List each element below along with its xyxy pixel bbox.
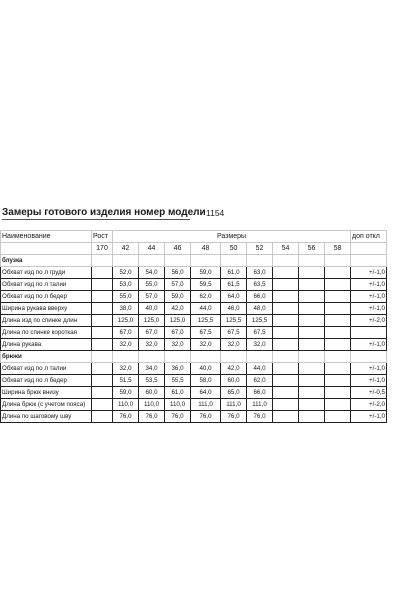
measurement-value [273,363,299,375]
measurement-value [325,411,351,423]
size-header-cell: 58 [325,243,351,255]
measurement-value [273,339,299,351]
height-cell [92,375,113,387]
measurement-value: 76,0 [139,411,165,423]
size-header-cell: 50 [221,243,247,255]
measurement-value [273,279,299,291]
column-tolerance-header: доп откл [351,231,387,243]
empty-cell [92,255,113,267]
empty-cell [221,351,247,363]
measurement-value: 63,0 [247,267,273,279]
measurement-name: Ширина рукава вверху [1,303,92,315]
empty-cell [113,255,139,267]
sizes-row [1,243,387,255]
measurement-value: 44,0 [191,303,221,315]
measurement-value: 62,0 [247,375,273,387]
measurement-value: 111,0 [247,399,273,411]
measurement-value: 40,0 [139,303,165,315]
sizes-row-tolerance-blank [351,243,387,255]
empty-cell [139,351,165,363]
measurement-value: 57,0 [139,291,165,303]
empty-cell [92,351,113,363]
size-header-cell: 44 [139,243,165,255]
measurement-value: 110,0 [165,399,191,411]
measurement-name: Обхват изд по л талии [1,363,92,375]
title-underline [2,219,190,220]
measurement-value: 76,0 [191,411,221,423]
measurement-value: 111,0 [191,399,221,411]
measurement-value: 63,5 [247,279,273,291]
measurement-value: 32,0 [113,363,139,375]
empty-cell [221,255,247,267]
measurement-value [325,279,351,291]
measurement-value: 55,5 [165,375,191,387]
measurement-name: Длина брюк (с учетом пояса) [1,399,92,411]
measurement-value: 125,0 [165,315,191,327]
model-number: 1154 [206,208,225,218]
measurement-value: 51,5 [113,375,139,387]
measurement-value: 67,5 [191,327,221,339]
section-title: брюки [1,351,92,363]
measurement-value: 42,0 [221,363,247,375]
measurement-value: 64,0 [221,291,247,303]
measurement-value: 32,0 [247,339,273,351]
measurement-name: Длина изд по спинке длин [1,315,92,327]
measurement-value: 76,0 [113,411,139,423]
measurement-value: 65,0 [221,387,247,399]
measurement-value: 110,0 [113,399,139,411]
header-row [1,231,387,243]
measurement-value: 44,0 [247,363,273,375]
measurement-value: 53,0 [113,279,139,291]
tolerance-value: +/-1,0 [351,279,387,291]
measurement-value [273,375,299,387]
measurement-value [325,327,351,339]
measurement-value: 36,0 [165,363,191,375]
measurement-value [273,267,299,279]
empty-cell [325,351,351,363]
measurement-value: 66,0 [247,291,273,303]
empty-cell [351,255,387,267]
measurement-value [299,291,325,303]
measurement-value: 60,0 [139,387,165,399]
size-header-cell: 56 [299,243,325,255]
measurement-value: 66,0 [247,387,273,399]
measurement-value [273,387,299,399]
measurement-value [273,303,299,315]
measurement-value: 125,5 [221,315,247,327]
height-cell [92,339,113,351]
height-cell [92,399,113,411]
empty-cell [273,255,299,267]
measurement-value: 62,0 [191,291,221,303]
measurement-value: 125,0 [113,315,139,327]
size-header-cell: 52 [247,243,273,255]
measurement-value: 55,0 [113,291,139,303]
measurement-value: 32,0 [221,339,247,351]
measurement-value: 111,0 [221,399,247,411]
measurement-value: 61,5 [221,279,247,291]
measurement-value [325,375,351,387]
height-cell [92,267,113,279]
measurement-value: 76,0 [247,411,273,423]
measurement-value [299,339,325,351]
measurement-value: 125,0 [139,315,165,327]
measurement-value: 57,0 [165,279,191,291]
table-row [1,291,387,303]
column-name-header: Наименование [1,231,92,243]
measurement-value [325,291,351,303]
measurements-table [0,230,387,423]
measurement-value [325,387,351,399]
height-value: 170 [92,243,113,255]
empty-cell [325,255,351,267]
section-title-row [1,255,387,267]
tolerance-value: +/-1,0 [351,291,387,303]
measurement-value [299,399,325,411]
empty-cell [191,255,221,267]
column-height-header: Рост [92,231,113,243]
height-cell [92,327,113,339]
document-title: Замеры готового изделия номер модели [2,207,206,218]
table-row [1,303,387,315]
measurement-value [325,267,351,279]
measurement-value: 61,0 [165,387,191,399]
measurement-value [299,387,325,399]
measurement-value: 67,0 [113,327,139,339]
tolerance-value: +/-1,0 [351,339,387,351]
height-cell [92,363,113,375]
measurement-value: 48,0 [247,303,273,315]
size-header-cell: 42 [113,243,139,255]
column-sizes-header: Размеры [113,231,351,243]
empty-cell [247,255,273,267]
tolerance-value: +/-2,0 [351,315,387,327]
tolerance-value: +/-1,0 [351,411,387,423]
measurement-value [325,315,351,327]
empty-cell [191,351,221,363]
measurement-value [299,411,325,423]
tolerance-value [351,327,387,339]
measurement-value [325,399,351,411]
table-row [1,411,387,423]
measurement-value [273,291,299,303]
measurement-value: 59,0 [113,387,139,399]
measurement-value: 110,0 [139,399,165,411]
empty-cell [165,255,191,267]
measurement-value: 55,0 [139,279,165,291]
measurement-value: 53,5 [139,375,165,387]
measurement-value [273,411,299,423]
measurement-value: 67,0 [165,327,191,339]
table-row [1,339,387,351]
empty-cell [299,255,325,267]
measurement-value: 34,0 [139,363,165,375]
table-row [1,375,387,387]
measurement-value: 56,0 [165,267,191,279]
measurement-value [273,327,299,339]
measurement-value: 67,0 [139,327,165,339]
height-cell [92,315,113,327]
measurement-name: Обхват изд по л бедер [1,375,92,387]
tolerance-value: +/-0,5 [351,387,387,399]
height-cell [92,291,113,303]
measurement-value [299,315,325,327]
empty-cell [273,351,299,363]
measurement-value [273,315,299,327]
table-row [1,327,387,339]
size-header-cell: 54 [273,243,299,255]
measurement-name: Длина по шаговому шву [1,411,92,423]
empty-cell [113,351,139,363]
measurement-value: 42,0 [165,303,191,315]
measurement-name: Обхват изд по л бедер [1,291,92,303]
measurement-name: Обхват изд по л талии [1,279,92,291]
tolerance-value: +/-1,0 [351,363,387,375]
measurement-value: 67,5 [221,327,247,339]
measurement-value: 59,5 [191,279,221,291]
measurement-value: 54,0 [139,267,165,279]
measurement-value [273,399,299,411]
measurement-name: Длина по спинке короткая [1,327,92,339]
measurement-value: 67,5 [247,327,273,339]
measurement-value: 58,0 [191,375,221,387]
measurement-value: 61,0 [221,267,247,279]
measurement-value: 32,0 [139,339,165,351]
measurement-value [299,363,325,375]
measurement-value: 59,0 [191,267,221,279]
table-row [1,279,387,291]
height-cell [92,303,113,315]
measurement-value: 64,0 [191,387,221,399]
empty-cell [165,351,191,363]
tolerance-value: +/-2,0 [351,399,387,411]
empty-cell [247,351,273,363]
measurement-value: 76,0 [165,411,191,423]
size-header-cell: 46 [165,243,191,255]
size-header-cell: 48 [191,243,221,255]
table-row [1,267,387,279]
tolerance-value: +/-1,0 [351,303,387,315]
measurement-value: 32,0 [165,339,191,351]
empty-cell [351,351,387,363]
section-title: блузка [1,255,92,267]
measurement-value [299,267,325,279]
height-cell [92,411,113,423]
measurement-value [325,303,351,315]
measurement-value: 125,5 [191,315,221,327]
measurement-value [299,327,325,339]
measurement-name: Ширина брюк внизу [1,387,92,399]
tolerance-value: +/-1,0 [351,375,387,387]
measurement-name: Обхват изд по л груди [1,267,92,279]
measurement-value: 52,0 [113,267,139,279]
table-row [1,399,387,411]
measurement-value: 40,0 [191,363,221,375]
measurement-value: 32,0 [113,339,139,351]
measurement-value [325,363,351,375]
measurement-value [299,303,325,315]
empty-cell [299,351,325,363]
measurement-value [299,279,325,291]
sizes-row-blank [1,243,92,255]
measurement-value: 59,0 [165,291,191,303]
measurement-value: 46,0 [221,303,247,315]
measurement-value: 32,0 [191,339,221,351]
measurement-value [325,339,351,351]
measurement-value [299,375,325,387]
empty-cell [139,255,165,267]
height-cell [92,279,113,291]
height-cell [92,387,113,399]
table-row [1,387,387,399]
tolerance-value: +/-1,0 [351,267,387,279]
measurement-value: 125,5 [247,315,273,327]
measurement-value: 38,0 [113,303,139,315]
table-row [1,315,387,327]
measurement-name: Длина рукава [1,339,92,351]
section-title-row [1,351,387,363]
measurement-value: 60,0 [221,375,247,387]
measurement-value: 76,0 [221,411,247,423]
table-row [1,363,387,375]
